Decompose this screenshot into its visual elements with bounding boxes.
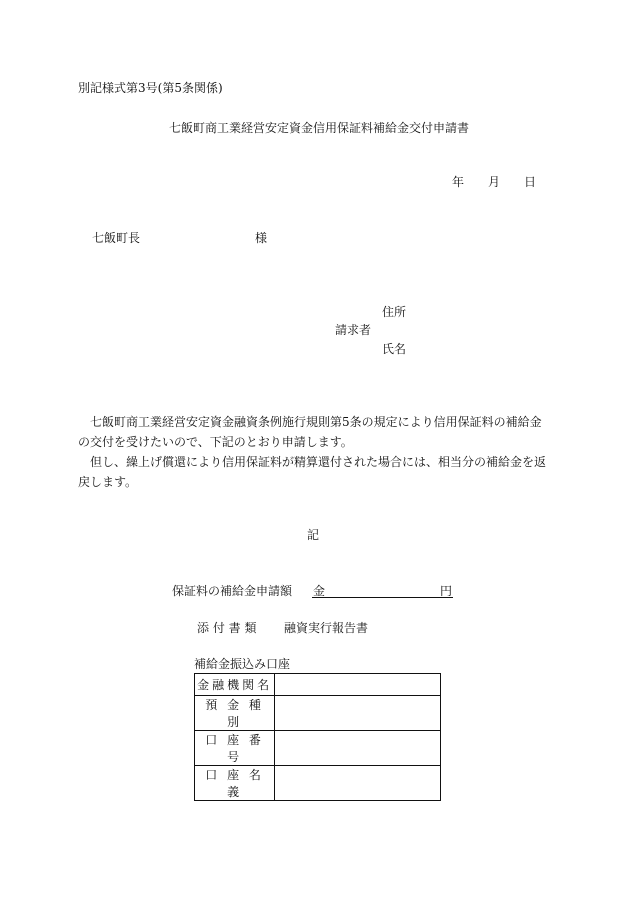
date-month-label: 月 bbox=[488, 175, 501, 189]
form-number: 別記様式第3号(第5条関係) bbox=[78, 81, 223, 95]
amount-label: 保証料の補給金申請額 bbox=[172, 584, 293, 598]
applicant-name-label: 氏名 bbox=[382, 342, 407, 356]
account-label-holder: 口 座 名 義 bbox=[195, 766, 275, 801]
applicant-label: 請求者 bbox=[335, 323, 372, 337]
applicant-address-label: 住所 bbox=[382, 305, 407, 319]
addressee-honorific: 様 bbox=[255, 231, 268, 245]
attachment-label: 添 付 書 類 bbox=[197, 621, 257, 635]
account-value-number[interactable] bbox=[275, 731, 441, 766]
amount-suffix: 円 bbox=[440, 584, 453, 598]
account-label-bank: 金融機関名 bbox=[195, 674, 275, 696]
addressee-name: 七飯町長 bbox=[92, 231, 141, 245]
account-value-bank[interactable] bbox=[275, 674, 441, 696]
table-row bbox=[195, 731, 441, 766]
ki-heading: 記 bbox=[307, 528, 320, 542]
account-value-holder[interactable] bbox=[275, 766, 441, 801]
body-paragraph-2: 但し、繰上げ償還により信用保証料が精算還付された場合には、相当分の補給金を返戻します。 bbox=[78, 455, 547, 489]
amount-prefix: 金 bbox=[313, 584, 326, 598]
table-row bbox=[195, 696, 441, 731]
body-paragraph-1: 七飯町商工業経営安定資金融資条例施行規則第5条の規定により信用保証料の補給金の交付を受けたいので、下記のとおり申請します。 bbox=[78, 415, 542, 449]
date-day-label: 日 bbox=[524, 175, 537, 189]
amount-underline bbox=[312, 597, 453, 598]
account-value-type[interactable] bbox=[275, 696, 441, 731]
account-table bbox=[194, 673, 441, 801]
date-year-label: 年 bbox=[452, 175, 465, 189]
account-title: 補給金振込み口座 bbox=[194, 657, 291, 671]
account-label-number: 口 座 番 号 bbox=[195, 731, 275, 766]
form-title: 七飯町商工業経営安定資金信用保証料補給金交付申請書 bbox=[169, 121, 470, 135]
account-label-type: 預 金 種 別 bbox=[195, 696, 275, 731]
table-row bbox=[195, 674, 441, 696]
attachment-value: 融資実行報告書 bbox=[284, 621, 369, 635]
table-row bbox=[195, 766, 441, 801]
